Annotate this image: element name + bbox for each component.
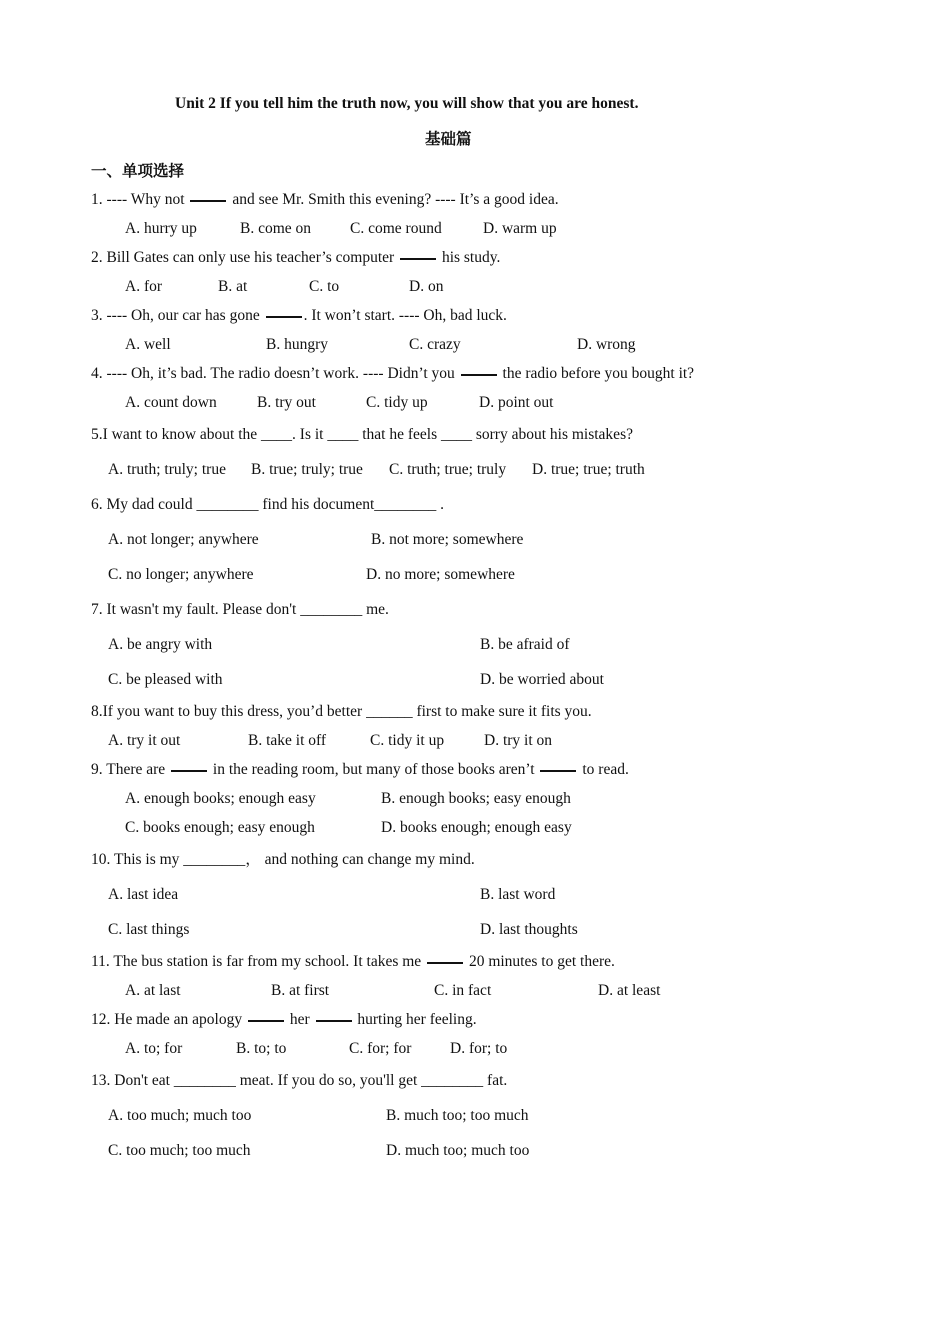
- question-9-text-b: in the reading room, but many of those books aren’t: [212, 761, 535, 778]
- answer-blank: [400, 258, 436, 260]
- q2-option-c: C. to: [309, 278, 340, 295]
- q6-option-b: B. not more; somewhere: [371, 531, 524, 548]
- q5-option-b: B. true; truly; true: [251, 461, 363, 478]
- q5-option-a: A. truth; truly; true: [108, 461, 226, 478]
- q7-option-a: A. be angry with: [108, 636, 213, 653]
- question-12-text-a: 12. He made an apology: [91, 1011, 243, 1028]
- q3-option-c: C. crazy: [409, 336, 461, 353]
- q8-option-a: A. try it out: [108, 732, 181, 749]
- question-12-text-b: her: [289, 1011, 310, 1028]
- question-2: [91, 248, 500, 268]
- answer-blank: [266, 316, 302, 318]
- page-subtitle: 基础篇: [425, 130, 472, 148]
- question-11: [91, 952, 615, 972]
- q12-option-c: C. for; for: [349, 1040, 412, 1057]
- answer-blank: [248, 1020, 284, 1022]
- q4-option-b: B. try out: [257, 394, 316, 411]
- question-3-text-a: 3. ---- Oh, our car has gone: [91, 307, 260, 324]
- section-heading: 一、单项选择: [91, 162, 185, 180]
- q9-option-c: C. books enough; easy enough: [125, 819, 315, 836]
- question-4-text-b: the radio before you bought it?: [502, 365, 695, 382]
- q10-option-c: C. last things: [108, 921, 190, 938]
- q8-option-b: B. take it off: [248, 732, 327, 749]
- q1-option-a: A. hurry up: [125, 220, 197, 237]
- question-11-text-b: 20 minutes to get there.: [468, 953, 615, 970]
- answer-blank: [190, 200, 226, 202]
- question-1: [91, 190, 559, 210]
- question-3: [91, 306, 507, 326]
- q8-option-d: D. try it on: [484, 732, 553, 749]
- q9-option-a: A. enough books; enough easy: [125, 790, 316, 807]
- q11-option-b: B. at first: [271, 982, 330, 999]
- q13-option-b: B. much too; too much: [386, 1107, 529, 1124]
- question-4-text-a: 4. ---- Oh, it’s bad. The radio doesn’t work. ---- Didn’t you: [91, 365, 455, 382]
- q3-option-a: A. well: [125, 336, 171, 353]
- question-5: 5.I want to know about the ____. Is it ____ that he feels ____ sorry about his mistakes?: [91, 426, 633, 443]
- question-6: 6. My dad could ________ find his document________ .: [91, 496, 445, 513]
- question-7: 7. It wasn't my fault. Please don't ________ me.: [91, 601, 389, 618]
- q6-option-d: D. no more; somewhere: [366, 566, 515, 583]
- question-2-text-b: his study.: [441, 249, 501, 266]
- q1-option-d: D. warm up: [483, 220, 557, 237]
- q4-option-c: C. tidy up: [366, 394, 428, 411]
- question-1-text-b: and see Mr. Smith this evening? ---- It’s a good idea.: [232, 191, 559, 208]
- question-11-text-a: 11. The bus station is far from my school. It takes me: [91, 953, 422, 970]
- q11-option-d: D. at least: [598, 982, 661, 999]
- q11-option-c: C. in fact: [434, 982, 492, 999]
- q12-option-a: A. to; for: [125, 1040, 183, 1057]
- answer-blank: [171, 770, 207, 772]
- q12-option-b: B. to; to: [236, 1040, 287, 1057]
- q1-option-c: C. come round: [350, 220, 442, 237]
- question-2-text-a: 2. Bill Gates can only use his teacher’s computer: [91, 249, 395, 266]
- q7-option-d: D. be worried about: [480, 671, 604, 688]
- q10-option-b: B. last word: [480, 886, 556, 903]
- q13-option-d: D. much too; much too: [386, 1142, 530, 1159]
- q4-option-a: A. count down: [125, 394, 217, 411]
- q5-option-d: D. true; true; truth: [532, 461, 645, 478]
- q11-option-a: A. at last: [125, 982, 181, 999]
- question-13: 13. Don't eat ________ meat. If you do so, you'll get ________ fat.: [91, 1072, 508, 1089]
- question-3-text-b: . It won’t start. ---- Oh, bad luck.: [303, 307, 507, 324]
- q9-option-d: D. books enough; enough easy: [381, 819, 572, 836]
- q2-option-a: A. for: [125, 278, 163, 295]
- q3-option-b: B. hungry: [266, 336, 328, 353]
- answer-blank: [461, 374, 497, 376]
- question-8: 8.If you want to buy this dress, you’d better ______ first to make sure it fits you.: [91, 703, 592, 720]
- q13-option-c: C. too much; too much: [108, 1142, 251, 1159]
- page-title: Unit 2 If you tell him the truth now, you will show that you are honest.: [175, 95, 639, 112]
- question-4: [91, 364, 694, 384]
- q10-option-d: D. last thoughts: [480, 921, 578, 938]
- answer-blank: [540, 770, 576, 772]
- question-10: 10. This is my ________， and nothing can change my mind.: [91, 851, 475, 868]
- question-12: [91, 1010, 477, 1030]
- answer-blank: [316, 1020, 352, 1022]
- q1-option-b: B. come on: [240, 220, 312, 237]
- question-9-text-a: 9. There are: [91, 761, 166, 778]
- question-1-text-a: 1. ---- Why not: [91, 191, 185, 208]
- question-9: [91, 760, 629, 780]
- q6-option-c: C. no longer; anywhere: [108, 566, 254, 583]
- q4-option-d: D. point out: [479, 394, 554, 411]
- q8-option-c: C. tidy it up: [370, 732, 445, 749]
- q3-option-d: D. wrong: [577, 336, 636, 353]
- q7-option-b: B. be afraid of: [480, 636, 570, 653]
- question-12-text-c: hurting her feeling.: [357, 1011, 477, 1028]
- q6-option-a: A. not longer; anywhere: [108, 531, 259, 548]
- q9-option-b: B. enough books; easy enough: [381, 790, 571, 807]
- q2-option-d: D. on: [409, 278, 444, 295]
- q5-option-c: C. truth; true; truly: [389, 461, 507, 478]
- q12-option-d: D. for; to: [450, 1040, 508, 1057]
- q10-option-a: A. last idea: [108, 886, 179, 903]
- q13-option-a: A. too much; much too: [108, 1107, 252, 1124]
- q7-option-c: C. be pleased with: [108, 671, 223, 688]
- q2-option-b: B. at: [218, 278, 248, 295]
- answer-blank: [427, 962, 463, 964]
- question-9-text-c: to read.: [582, 761, 629, 778]
